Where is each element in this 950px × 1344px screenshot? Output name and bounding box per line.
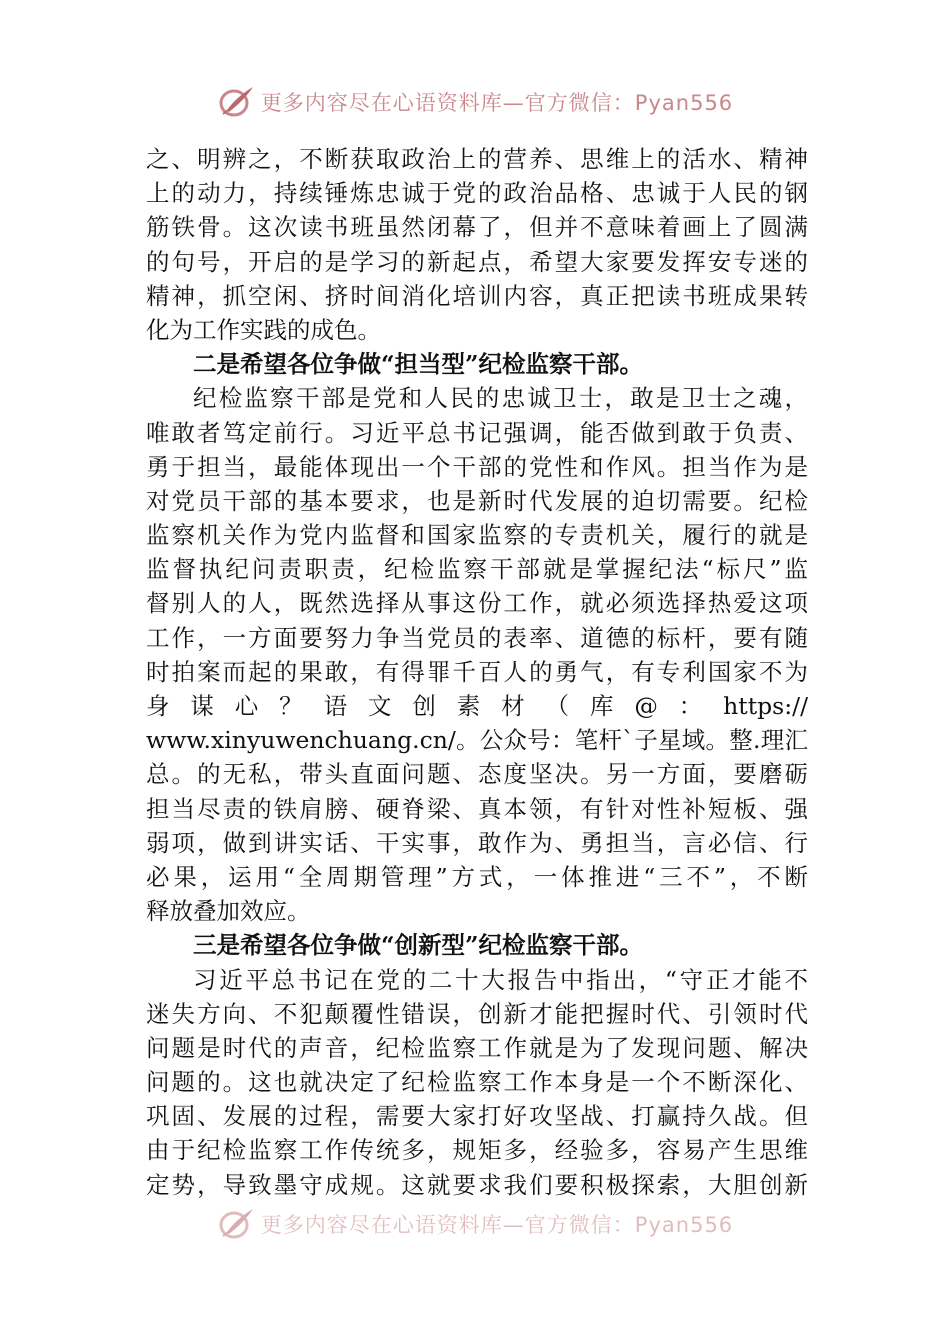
watermark-text: 更多内容尽在心语资料库—官方微信：Pyan556 — [260, 91, 734, 115]
text-line: 之、明辨之，不断获取政治上的营养、思维上的活水、精神 — [146, 145, 808, 173]
header-watermark-banner — [0, 82, 950, 122]
text-line: 问题是时代的声音，纪检监察工作就是为了发现问题、解决 — [146, 1033, 808, 1062]
text-line: 释放叠加效应。 — [146, 897, 311, 926]
text-line: 身谋心？语文创素材（库@：https:// — [146, 692, 808, 720]
text-line: 化为工作实践的成色。 — [146, 315, 381, 344]
text-line: 筋铁骨。这次读书班虽然闭幕了，但并不意味着画上了圆满 — [146, 213, 808, 242]
text-line: 担当尽责的铁肩膀、硬脊梁、真本领，有针对性补短板、强 — [146, 794, 808, 823]
text-line: 弱项，做到讲实话、干实事，敢作为、勇担当，言必信、行 — [146, 828, 808, 857]
text-line: 时拍案而起的果敢，有得罪千百人的勇气，有专利国家不为 — [146, 657, 808, 686]
quill-logo-icon — [217, 84, 257, 120]
section-heading: 二是希望各位争做“担当型”纪检监察干部。 — [193, 350, 644, 379]
text-line: 问题的。这也就决定了纪检监察工作本身是一个不断深化、 — [146, 1068, 808, 1097]
text-line: 精神，抓空闲、挤时间消化培训内容，真正把读书班成果转 — [146, 281, 808, 310]
text-line: 由于纪检监察工作传统多，规矩多，经验多，容易产生思维 — [146, 1136, 808, 1165]
text-line: 工作，一方面要努力争当党员的表率、道德的标杆，要有随 — [146, 623, 808, 652]
section-heading: 三是希望各位争做“创新型”纪检监察干部。 — [193, 931, 644, 960]
text-line: 勇于担当，最能体现出一个干部的党性和作风。担当作为是 — [146, 452, 808, 481]
text-line: 对党员干部的基本要求，也是新时代发展的迫切需要。纪检 — [146, 486, 808, 515]
text-line: 的句号，开启的是学习的新起点，希望大家要发挥安专迷的 — [146, 247, 808, 276]
footer-watermark-banner — [0, 1204, 950, 1244]
text-line: 监察机关作为党内监督和国家监察的专责机关，履行的就是 — [146, 521, 808, 550]
text-line: 督别人的人，既然选择从事这份工作，就必须选择热爱这项 — [146, 589, 808, 618]
text-line: 总。的无私，带头直面问题、态度坚决。另一方面，要磨砺 — [146, 760, 808, 789]
text-line: www.xinyuwenchuang.cn/。公众号：笔杆`子星域。整.理汇 — [146, 726, 808, 755]
text-line: 上的动力，持续锤炼忠诚于党的政治品格、忠诚于人民的钢 — [146, 179, 808, 208]
watermark-text: 更多内容尽在心语资料库—官方微信：Pyan556 — [260, 1213, 734, 1237]
text-line: 监督执纪问责职责，纪检监察干部就是掌握纪法“标尺”监 — [146, 555, 808, 584]
text-line: 迷失方向、不犯颠覆性错误，创新才能把握时代、引领时代 — [146, 999, 808, 1028]
text-line: 巩固、发展的过程，需要大家打好攻坚战、打赢持久战。但 — [146, 1102, 808, 1131]
text-line: 习近平总书记在党的二十大报告中指出，“守正才能不 — [193, 965, 808, 994]
text-line: 定势，导致墨守成规。这就要求我们要积极探索，大胆创新 — [146, 1170, 808, 1199]
text-line: 必果，运用“全周期管理”方式，一体推进“三不”，不断 — [146, 862, 808, 891]
document-body — [146, 142, 808, 1202]
quill-logo-icon — [217, 1206, 257, 1242]
text-line: 唯敢者笃定前行。习近平总书记强调，能否做到敢于负责、 — [146, 418, 808, 447]
text-line: 纪检监察干部是党和人民的忠诚卫士，敢是卫士之魂， — [193, 384, 808, 413]
